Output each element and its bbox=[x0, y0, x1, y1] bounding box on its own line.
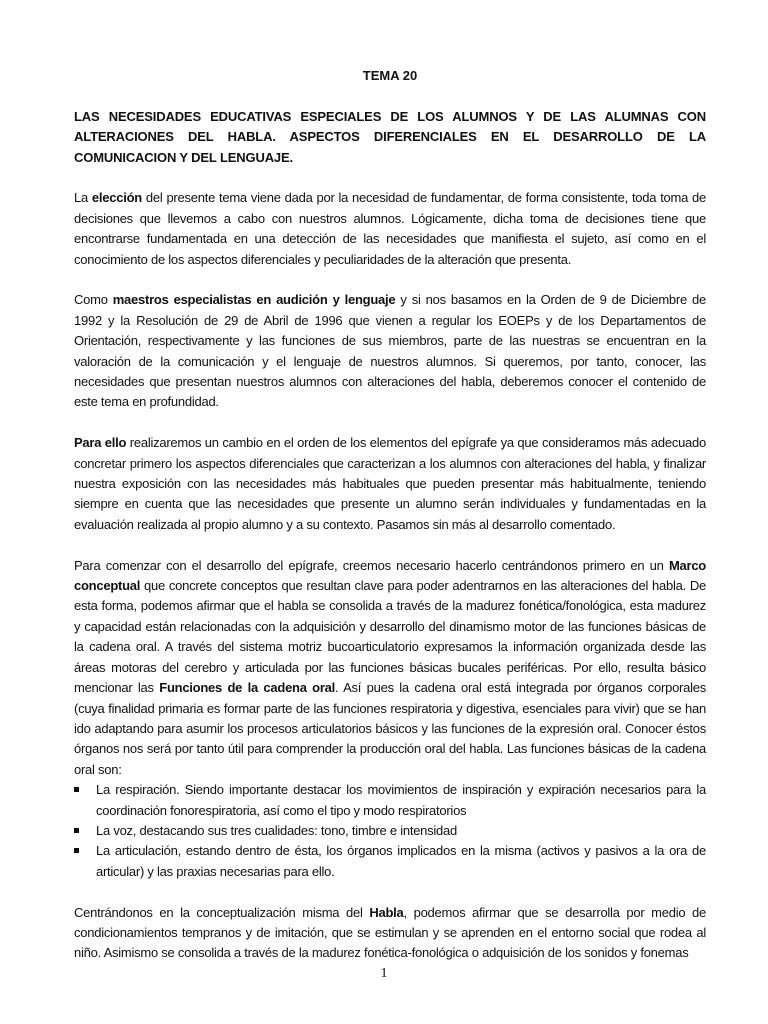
list-item-text: La voz, destacando sus tres cualidades: tono, timbre e intensidad bbox=[96, 822, 457, 838]
paragraph-text: La bbox=[74, 190, 92, 206]
bold-term: Funciones de la cadena oral bbox=[159, 680, 336, 696]
paragraph-para-ello bbox=[74, 433, 706, 535]
list-item bbox=[74, 841, 706, 882]
list-item-text: La respiración. Siendo importante destacar los movimientos de inspiración y expiración necesarios para la coordinación fonorespiratoria, así como el tipo y modo respiratorios bbox=[96, 782, 706, 818]
paragraph-text: que concrete conceptos que resultan clave para poder adentrarnos en las alteraciones del habla. De esta forma, podemos afirmar que el habla se consolida a través de la madurez fonética/fonológica, esta madurez y capacidad están relacionadas con la adquisición y desarrollo del dinamismo motor de las funciones básicas de la cadena oral. A través del sistema motriz bucoarticulatorio expresamos la información organizada desde las áreas motoras del cerebro y articulada por las funciones básicas bucales periféricas. Por ello, resulta básico mencionar las bbox=[74, 578, 706, 696]
paragraph-text: Centrándonos en la conceptualización misma del bbox=[74, 904, 370, 920]
list-item bbox=[74, 780, 706, 821]
page-number: 1 bbox=[380, 966, 388, 981]
paragraph-habla bbox=[74, 903, 706, 964]
paragraph-text: . Así pues la cadena oral está integrada por órganos corporales (cuya finalidad primaria es formar parte de las funciones respiratoria y digestiva, esenciales para vivir) que se han ido adaptando para asumir los procesos articulatorios básicos y las funciones de la expresión oral. Conocer éstos órganos nos será por tanto útil para comprender la producción oral del habla. Las funciones básicas de la cadena oral son: bbox=[74, 680, 706, 777]
square-bullet-icon bbox=[74, 787, 79, 792]
bold-term: Habla bbox=[369, 904, 404, 920]
paragraph-marco-conceptual bbox=[74, 556, 706, 780]
bullet-list bbox=[74, 780, 706, 882]
bold-term: elección bbox=[91, 190, 142, 206]
document-heading: LAS NECESIDADES EDUCATIVAS ESPECIALES DE LOS ALUMNOS Y DE LAS ALUMNAS CON ALTERACIONES DEL HABLA. ASPECTOS DIFERENCIALES EN EL DESARROLLO DE LA COMUNICACION Y DEL LENGUAJE. bbox=[74, 108, 706, 165]
paragraph-text: Como bbox=[74, 292, 113, 308]
paragraph-maestros bbox=[74, 290, 706, 412]
paragraph-eleccion bbox=[74, 188, 706, 270]
square-bullet-icon bbox=[74, 848, 79, 853]
list-item bbox=[74, 821, 706, 841]
bold-term: Marco conceptual bbox=[74, 557, 706, 594]
document-title: TEMA 20 bbox=[362, 68, 418, 83]
bold-term: maestros especialistas en audición y lenguaje bbox=[112, 292, 396, 308]
paragraph-text: y si nos basamos en la Orden de 9 de Diciembre de 1992 y la Resolución de 29 de Abril de 1996 que vienen a regular los EOEPs y de los Departamentos de Orientación, respectivamente y las funciones de sus miembros, parte de las nuestras se encuentran en la valoración de la comunicación y el lenguaje de nuestros alumnos. Si queremos, por tanto, conocer, las necesidades que presentan nuestros alumnos con alteraciones del habla, deberemos conocer el contenido de este tema en profundidad. bbox=[74, 292, 706, 410]
paragraph-text: Para comenzar con el desarrollo del epígrafe, creemos necesario hacerlo centrándonos primero en un bbox=[74, 557, 669, 573]
paragraph-text: del presente tema viene dada por la necesidad de fundamentar, de forma consistente, toda toma de decisiones que llevemos a cabo con nuestros alumnos. Lógicamente, dicha toma de decisiones tiene que encontrarse fundamentada en una detección de las necesidades que manifiesta el sujeto, así como en el conocimiento de los aspectos diferenciales y peculiaridades de la alteración que presenta. bbox=[74, 190, 707, 267]
square-bullet-icon bbox=[74, 828, 79, 833]
list-item-text: La articulación, estando dentro de ésta, los órganos implicados en la misma (activos y pasivos a la ora de articular) y las praxias necesarias para ello. bbox=[96, 843, 706, 879]
paragraph-text: realizaremos un cambio en el orden de los elementos del epígrafe ya que consideramos más adecuado concretar primero los aspectos diferenciales que caracterizan a los alumnos con alteraciones del habla, y finalizar nuestra exposición con las necesidades más habituales que pueden presentar más habitualmente, teniendo siempre en cuenta que las necesidades que presente un alumno serán individuales y fundamentadas en la evaluación realizada al propio alumno y a su contexto. Pasamos sin más al desarrollo comentado. bbox=[74, 435, 706, 532]
bold-term: Para ello bbox=[74, 435, 127, 451]
paragraph-text: , podemos afirmar que se desarrolla por medio de condicionamientos tempranos y de imitación, que se estimulan y se aprenden en el entorno social que rodea al niño. Asimismo se consolida a través de la madurez fonética-fonológica o adquisición de los sonidos y fonemas bbox=[74, 904, 707, 961]
document-page bbox=[74, 66, 706, 984]
